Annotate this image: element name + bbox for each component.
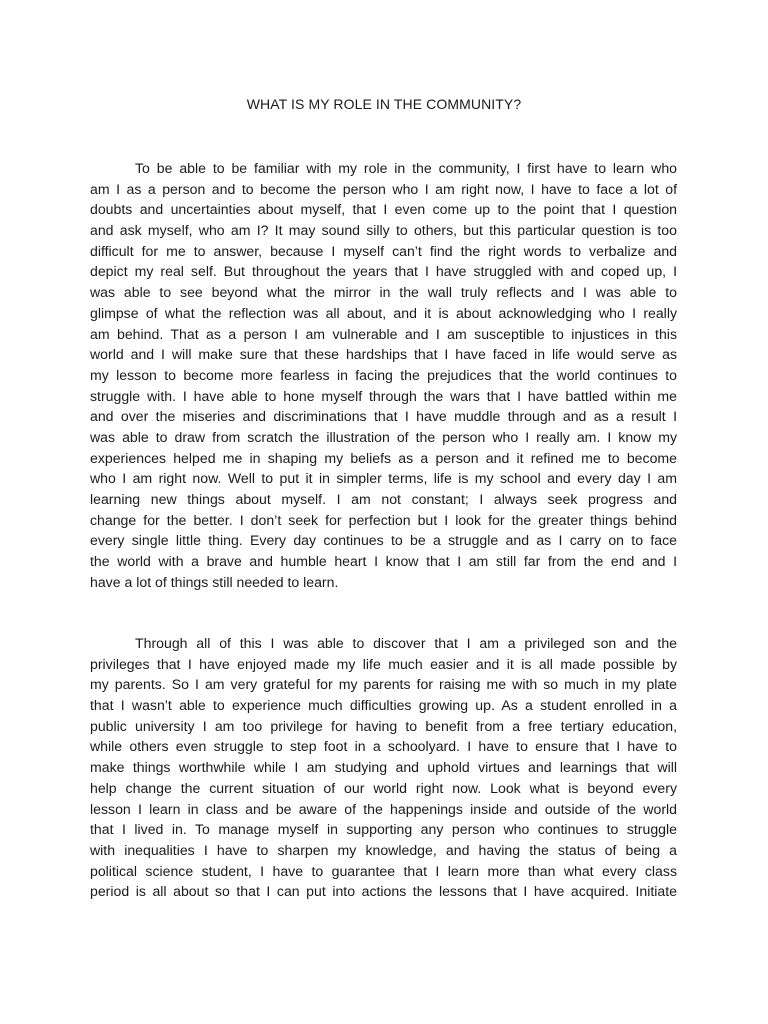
text-line: was able to see beyond what the mirror in the wall truly reflects and I was able to xyxy=(90,284,677,301)
text-line: that I lived in. To manage myself in supporting any person who continues to struggle xyxy=(90,821,677,838)
text-line: political science student, I have to guarantee that I learn more than what every class xyxy=(90,862,677,879)
text-line: change for the better. I don’t seek for perfection but I look for the greater things behind xyxy=(90,511,677,528)
text-line: my parents. So I am very grateful for my parents for raising me with so much in my plate xyxy=(90,676,677,693)
text-line: world and I will make sure that these hardships that I have faced in life would serve as xyxy=(90,346,677,363)
text-line: while others even struggle to step foot in a schoolyard. I have to ensure that I have to xyxy=(90,738,677,755)
text-line: public university I am too privilege for having to benefit from a free tertiary education, xyxy=(90,717,677,734)
text-line: am behind. That as a person I am vulnerable and I am susceptible to injustices in this xyxy=(90,325,677,342)
text-line: lesson I learn in class and be aware of the happenings inside and outside of the world xyxy=(90,800,677,817)
text-line: Through all of this I was able to discover that I am a privileged son and the xyxy=(135,635,677,651)
text-line: was able to draw from scratch the illustration of the person who I really am. I know my xyxy=(90,428,677,445)
text-line: with inequalities I have to sharpen my knowledge, and having the status of being a xyxy=(90,841,677,858)
text-line: struggle with. I have able to hone myself through the wars that I have battled within me xyxy=(90,387,677,404)
text-line: help change the current situation of our world right now. Look what is beyond every xyxy=(90,779,677,796)
text-line: and over the miseries and discriminations that I have muddle through and as a result I xyxy=(90,408,677,425)
text-line: every single little thing. Every day continues to be a struggle and as I carry on to face xyxy=(90,532,677,549)
text-line: depict my real self. But throughout the years that I have struggled with and coped up, I xyxy=(90,263,677,280)
text-line: have a lot of things still needed to learn. xyxy=(90,573,339,590)
text-line: my lesson to become more fearless in facing the prejudices that the world continues to xyxy=(90,366,677,383)
text-line: make things worthwhile while I am studying and uphold virtues and learnings that will xyxy=(90,759,677,776)
text-line: that I wasn’t able to experience much difficulties growing up. As a student enrolled in a xyxy=(90,697,677,714)
body-paragraph xyxy=(90,633,677,902)
text-line: and ask myself, who am I? It may sound silly to others, but this particular question is too xyxy=(90,222,677,239)
text-line: experiences helped me in shaping my beliefs as a person and it refined me to become xyxy=(90,449,677,466)
text-line: who I am right now. Well to put it in simpler terms, life is my school and every day I am xyxy=(90,470,677,487)
text-line: doubts and uncertainties about myself, that I even come up to the point that I question xyxy=(90,201,677,218)
text-line: am I as a person and to become the person who I am right now, I have to face a lot of xyxy=(90,180,677,197)
text-line: period is all about so that I can put into actions the lessons that I have acquired. Initiate xyxy=(90,883,677,900)
text-line: learning new things about myself. I am not constant; I always seek progress and xyxy=(90,491,677,507)
text-line: To be able to be familiar with my role in the community, I first have to learn who xyxy=(135,160,677,176)
document-title: WHAT IS MY ROLE IN THE COMMUNITY? xyxy=(246,96,522,112)
body-paragraph xyxy=(90,158,677,592)
text-line: the world with a brave and humble heart I know that I am still far from the end and I xyxy=(90,553,677,570)
text-line: difficult for me to answer, because I myself can’t find the right words to verbalize and xyxy=(90,242,677,259)
text-line: glimpse of what the reflection was all about, and it is about acknowledging who I really xyxy=(90,304,677,321)
text-line: privileges that I have enjoyed made my life much easier and it is all made possible by xyxy=(90,655,677,672)
